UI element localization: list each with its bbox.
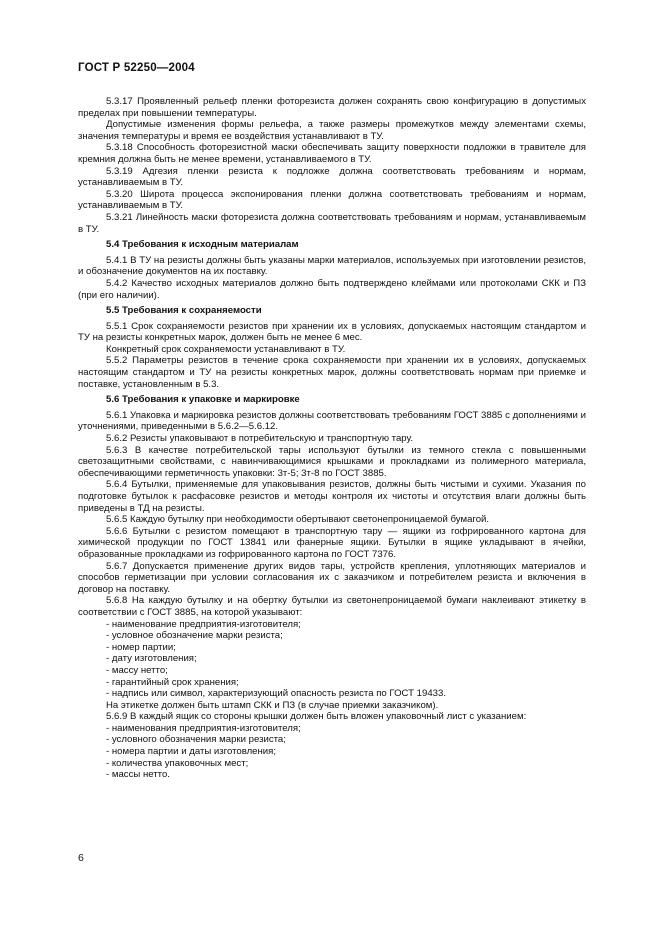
list-item: - массы нетто. (106, 769, 170, 781)
paragraph: 5.6.6 Бутылки с резистом помещают в транспортную тару — ящики из гофрированного картона для химической продукции по ГОСТ 13841 или фанерные ящики. Бутылки в ящике укладывают в ячейки, образованные прокладками из гофрированного картона по ГОСТ 7376. (78, 525, 586, 560)
page-number: 6 (78, 852, 84, 864)
paragraph: 5.6.3 В качестве потребительской тары используют бутылки из темного стекла с повышенными светозащитными свойствами, с навинчивающимися крышками и прокладками из полимерного материала, обеспечивающими герметичность упаковки: 3т-5; 3т-8 по ГОСТ 3885. (78, 444, 586, 479)
paragraph: 5.3.19 Адгезия пленки резиста к подложке должна соответствовать требованиям и нормам, устанавливаемым в ТУ. (78, 165, 586, 189)
document-body (78, 96, 586, 781)
paragraph: 5.4.2 Качество исходных материалов должно быть подтверждено клеймами или протоколами СКК и ПЗ (при его наличии). (78, 277, 586, 301)
section-heading: 5.6 Требования к упаковке и маркировке (106, 394, 300, 406)
list-item: - дату изготовления; (106, 653, 197, 665)
paragraph: 5.3.21 Линейность маски фоторезиста должна соответствовать требованиям и нормам, устанавливаемым в ТУ. (78, 211, 586, 235)
list-item: - массу нетто; (106, 664, 168, 676)
paragraph: 5.6.4 Бутылки, применяемые для упаковывания резистов, должны быть чистыми и сухими. Указания по подготовке бутылок к расфасовке резистов и методы контроля их чистоты и отсутствия влаги должны быть приведены в ТД на резисты. (78, 479, 586, 514)
paragraph: 5.6.1 Упаковка и маркировка резистов должны соответствовать требованиям ГОСТ 3885 с дополнениями и уточнениями, приведенными в 5.6.2—5.6.12. (78, 409, 586, 433)
paragraph: 5.6.2 Резисты упаковывают в потребительскую и транспортную тару. (106, 433, 414, 445)
paragraph: 5.6.5 Каждую бутылку при необходимости обертывают светонепроницаемой бумагой. (106, 514, 490, 526)
section-heading: 5.5 Требования к сохраняемости (106, 305, 262, 317)
list-item: - номер партии; (106, 641, 176, 653)
section-heading: 5.4 Требования к исходным материалам (106, 239, 299, 251)
document-header: ГОСТ Р 52250—2004 (78, 62, 195, 74)
paragraph: 5.4.1 В ТУ на резисты должны быть указаны марки материалов, используемых при изготовлении резистов, и обозначение документов на их поставку. (78, 254, 586, 278)
list-item: - наименования предприятия-изготовителя; (106, 722, 301, 734)
paragraph: На этикетке должен быть штамп СКК и ПЗ (в случае приемки заказчиком). (106, 699, 439, 711)
list-item: - условное обозначение марки резиста; (106, 630, 283, 642)
paragraph: 5.6.7 Допускается применение других видов тары, устройств крепления, уплотняющих материалов и способов герметизации при условии согласования их с заказчиком и потребителем резиста и включения в договор на поставку. (78, 560, 586, 595)
paragraph: Допустимые изменения формы рельефа, а также размеры промежутков между элементами схемы, значения температуры и время ее воздействия устанавливают в ТУ. (78, 119, 586, 142)
list-item: - количества упаковочных мест; (106, 757, 249, 769)
paragraph: 5.5.2 Параметры резистов в течение срока сохраняемости при хранении их в условиях, допускаемых настоящим стандартом и ТУ на резисты конкретных марок, должны соответствовать нормам при приемке и поставке, установленным в 5.3. (78, 355, 586, 390)
paragraph: 5.3.17 Проявленный рельеф пленки фоторезиста должен сохранять свою конфигурацию в допустимых пределах при повышении температуры. (78, 96, 586, 119)
paragraph: 5.5.1 Срок сохраняемости резистов при хранении их в условиях, допускаемых настоящим стандартом и ТУ на резисты конкретных марок, должен быть не менее 6 мес. (78, 320, 586, 344)
list-item: - наименование предприятия-изготовителя; (106, 618, 301, 630)
paragraph: 5.6.9 В каждый ящик со стороны крышки должен быть вложен упаковочный лист с указанием: (106, 711, 527, 723)
list-item: - номера партии и даты изготовления; (106, 746, 277, 758)
paragraph: 5.3.18 Способность фоторезистной маски обеспечивать защиту поверхности подложки в травителе для кремния должна быть не менее времени, устанавливаемого в ТУ. (78, 142, 586, 165)
paragraph: Конкретный срок сохраняемости устанавливают в ТУ. (106, 343, 346, 355)
paragraph: 5.3.20 Широта процесса экспонирования пленки должна соответствовать требованиям и нормам, устанавливаемым в ТУ. (78, 188, 586, 212)
list-item: - условного обозначения марки резиста; (106, 734, 286, 746)
list-item: - надпись или символ, характеризующий опасность резиста по ГОСТ 19433. (106, 688, 447, 700)
paragraph: 5.6.8 На каждую бутылку и на обертку бутылки из светонепроницаемой бумаги наклеивают этикетку в соответствии с ГОСТ 3885, на которой указывают: (78, 595, 586, 618)
list-item: - гарантийный срок хранения; (106, 676, 239, 688)
